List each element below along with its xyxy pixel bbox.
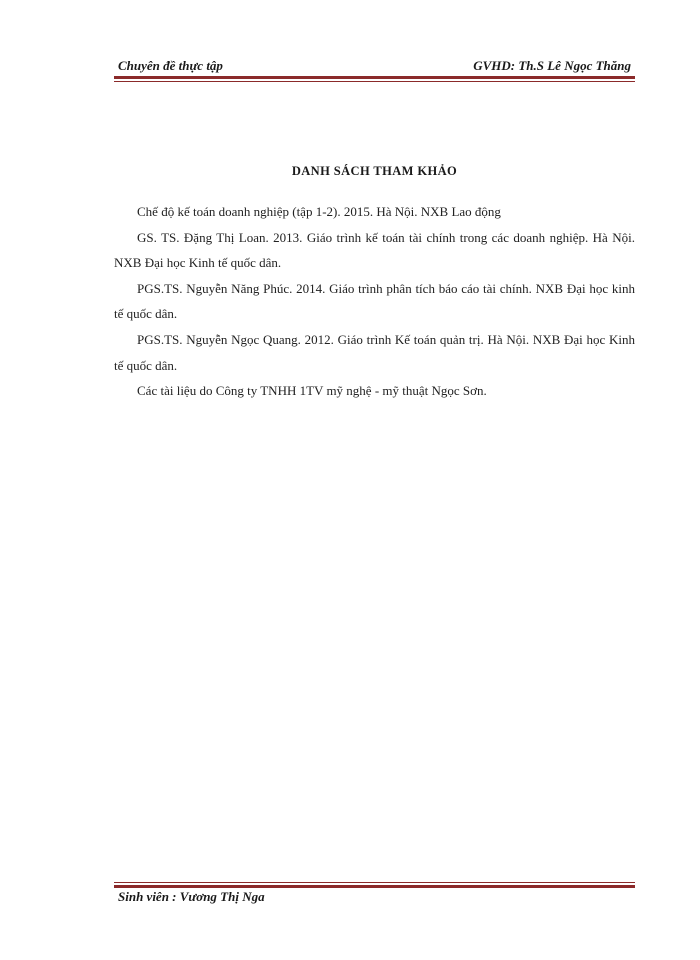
header-rule-thick <box>114 76 635 79</box>
page-header <box>114 58 635 78</box>
header-topic: Chuyên đề thực tập <box>118 58 223 73</box>
reference-item-4: PGS.TS. Nguyễn Ngọc Quang. 2012. Giáo trình Kế toán quản trị. Hà Nội. NXB Đại học Kinh tế quốc dân. <box>114 331 635 373</box>
reference-item-5: Các tài liệu do Công ty TNHH 1TV mỹ nghệ - mỹ thuật Ngọc Sơn. <box>137 383 487 399</box>
reference-item-1: Chế độ kế toán doanh nghiệp (tập 1-2). 2015. Hà Nội. NXB Lao động <box>137 204 501 219</box>
page-title: DANH SÁCH THAM KHẢO <box>291 164 458 178</box>
reference-list <box>114 199 635 404</box>
reference-item-2: GS. TS. Đặng Thị Loan. 2013. Giáo trình kế toán tài chính trong các doanh nghiệp. Hà Nội. NXB Đại học Kinh tế quốc dân. <box>114 229 635 271</box>
reference-item-3: PGS.TS. Nguyễn Năng Phúc. 2014. Giáo trình phân tích báo cáo tài chính. NXB Đại học kinh tế quốc dân. <box>114 280 635 322</box>
footer-student: Sinh viên : Vương Thị Nga <box>118 889 265 904</box>
footer-rule-thick <box>114 885 635 888</box>
header-supervisor: GVHD: Th.S Lê Ngọc Thăng <box>473 58 631 73</box>
header-rule-thin <box>114 81 635 82</box>
footer-rule-thin <box>114 882 635 883</box>
